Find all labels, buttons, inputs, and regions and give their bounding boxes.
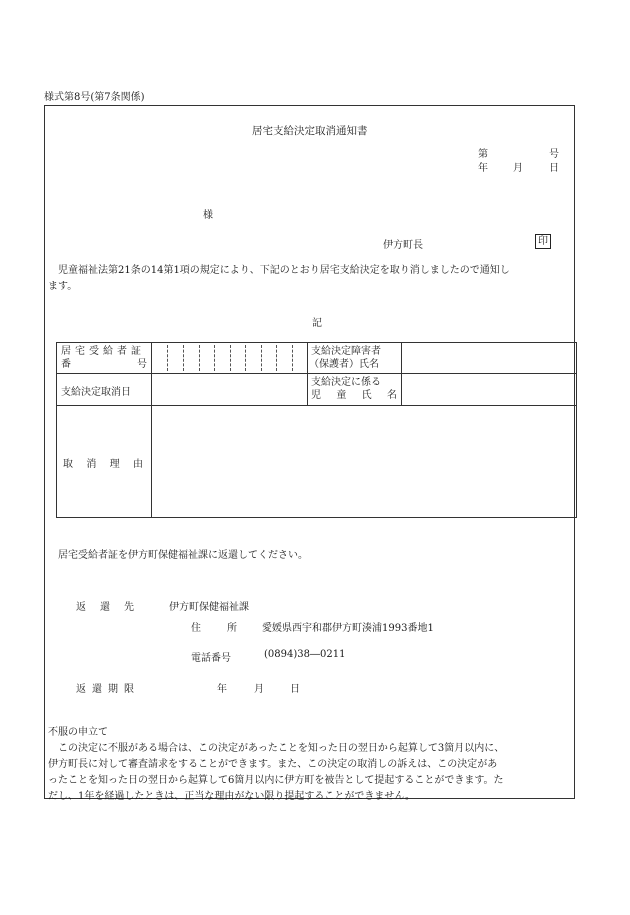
table-col-divider <box>307 343 308 405</box>
form-label: 様式第8号(第7条関係) <box>44 92 145 103</box>
digit-separator <box>167 345 168 371</box>
addressee-suffix: 様 <box>203 210 213 221</box>
digit-separator <box>276 345 277 371</box>
address-label: 住 所 <box>191 623 237 634</box>
phone-label: 電話番号 <box>191 653 231 664</box>
table-col-divider <box>151 343 152 517</box>
child-label-line-2: 児童氏名 <box>311 390 397 401</box>
cert-number-label <box>61 345 147 358</box>
digit-separator <box>214 345 215 371</box>
appeal-line-1: この決定に不服がある場合は、この決定があったことを知った日の翌日から起算して3箇月以内に、 <box>48 743 505 754</box>
appeal-line-2: 伊方町長に対して審査請求をすることができます。また、この決定の取消しの訴えは、この決定があ <box>48 759 498 770</box>
return-notice: 居宅受給者証を伊方町保健福祉課に返還してください。 <box>48 550 308 561</box>
digit-separator <box>230 345 231 371</box>
appeal-line-4: だし、1年を経過したときは、正当な理由がない限り提起することができません。 <box>48 791 415 802</box>
date-month: 月 <box>513 163 523 174</box>
body-line-1: 児童福祉法第21条の14第1項の規定により、下記のとおり居宅支給決定を取り消しましたので通知し <box>48 265 510 276</box>
issuer-name: 伊方町長 <box>383 240 423 251</box>
person-label-line-1: 支給決定障害者 <box>311 346 381 357</box>
appeal-line-3: ったことを知った日の翌日から起算して6箇月以内に伊方町を被告として提起することができます。た <box>48 775 504 786</box>
deadline-month: 月 <box>254 684 264 695</box>
person-label-line-2: （保護者）氏名 <box>309 359 379 370</box>
table-row-divider <box>57 373 576 374</box>
body-line-2: ます。 <box>48 281 78 292</box>
cert-label-line-1: 居宅受給者証 <box>61 346 145 357</box>
table-col-divider <box>401 343 402 405</box>
phone-value: (0894)38―0211 <box>264 649 346 660</box>
digit-separator <box>183 345 184 371</box>
digit-separator <box>199 345 200 371</box>
reason-label: 取消理由 <box>63 459 143 470</box>
return-to-label: 返還先 <box>76 602 134 613</box>
deadline-year: 年 <box>217 684 227 695</box>
return-to-dept: 伊方町保健福祉課 <box>169 602 249 613</box>
number-prefix: 第 <box>478 149 488 160</box>
details-table <box>56 342 577 518</box>
child-label-line-1: 支給決定に係る <box>311 377 381 388</box>
number-suffix: 号 <box>549 149 559 160</box>
date-day: 日 <box>549 163 559 174</box>
seal-stamp: 印 <box>535 234 551 249</box>
date-year: 年 <box>478 163 488 174</box>
document-title: 居宅支給決定取消通知書 <box>252 125 368 137</box>
ki-label: 記 <box>312 318 322 329</box>
deadline-label: 返還期限 <box>76 684 134 695</box>
table-row-divider <box>57 405 576 406</box>
address-value: 愛媛県西宇和郡伊方町湊浦1993番地1 <box>262 623 434 634</box>
digit-separator <box>261 345 262 371</box>
cancel-date-label: 支給決定取消日 <box>61 387 131 398</box>
deadline-day: 日 <box>290 684 300 695</box>
digit-separator <box>292 345 293 371</box>
cert-label-line-2: 番号 <box>61 359 147 370</box>
appeal-heading: 不服の申立て <box>48 727 108 738</box>
digit-separator <box>245 345 246 371</box>
